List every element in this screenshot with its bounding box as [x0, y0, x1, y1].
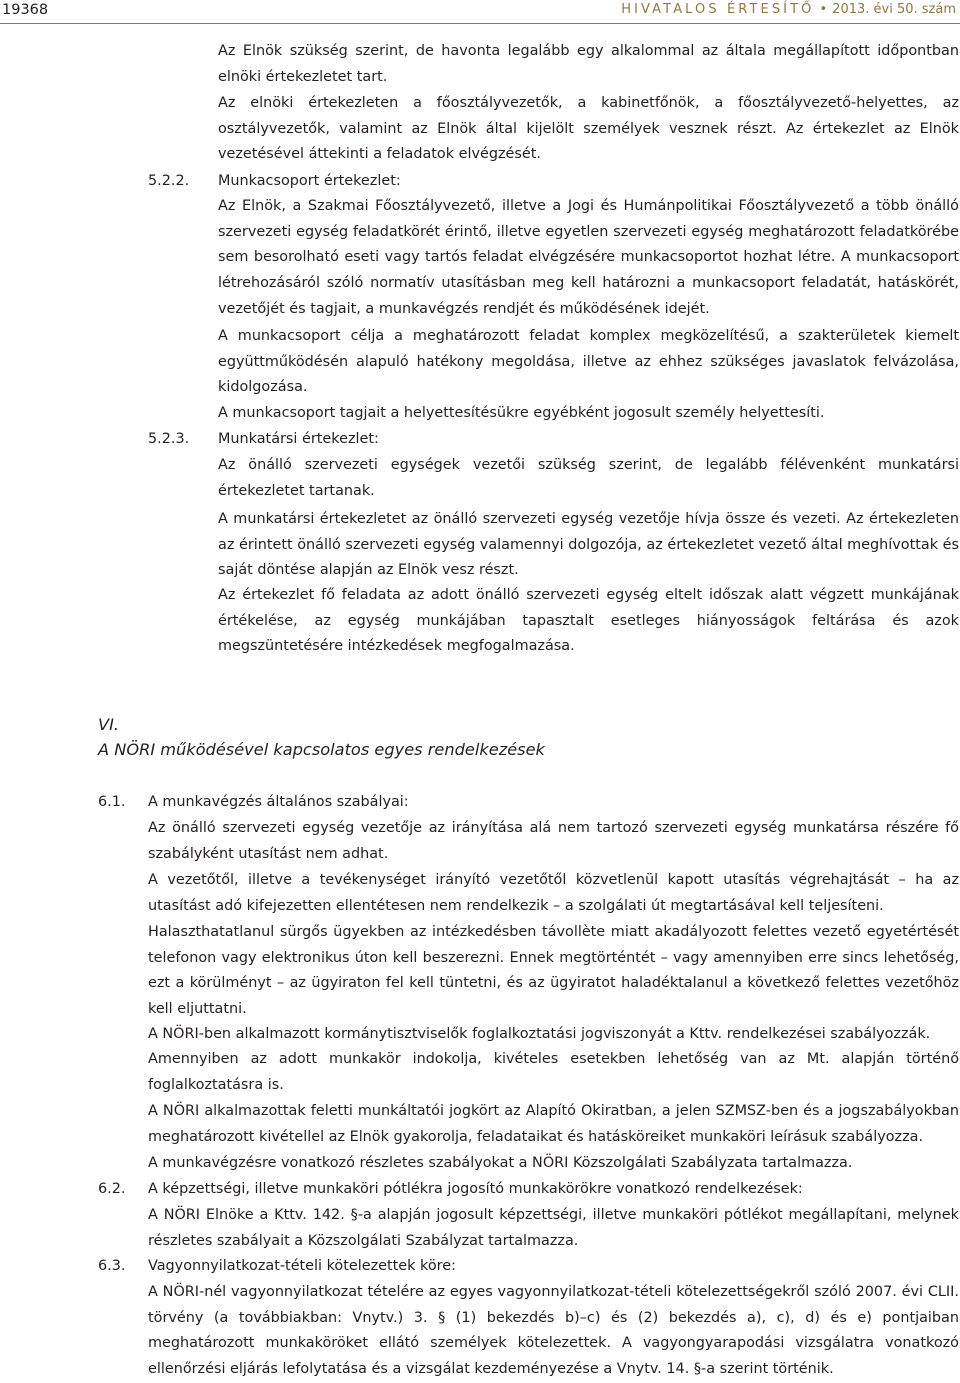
clause-heading: A képzettségi, illetve munkaköri pótlékra jogosító munkakörökre vonatkozó rendelkezések: — [148, 1181, 803, 1197]
paragraph: A NÖRI Elnöke a Kttv. 142. §-a alapján jogosult képzettségi, illetve munkaköri pótlékot megállapítani, melynek részletes szabályait a Közszolgálati Szabályzat tartalmazza. — [148, 1207, 959, 1249]
paragraph: A munkavégzésre vonatkozó részletes szabályokat a NÖRI Közszolgálati Szabályzata tartalmazza. — [148, 1155, 853, 1171]
paragraph: Az elnöki értekezleten a főosztályvezetők, a kabinetfőnök, a főosztályvezető-helyettes, az osztályvezetők, valamint az Elnök által kijelölt személyek vesznek részt. Az értekezlet az Elnök vezetésével áttekinti a feladatok elvégzését. — [218, 95, 959, 163]
header-rule — [0, 23, 960, 24]
clause-number: 6.3. — [98, 1258, 126, 1274]
paragraph: A munkacsoport tagjait a helyettesítésükre egyébként jogosult személy helyettesíti. — [218, 405, 825, 421]
paragraph: Az önálló szervezeti egységek vezetői szükség szerint, de legalább félévenként munkatársi értekezletet tartanak. — [218, 457, 959, 499]
clause-heading: A munkavégzés általános szabályai: — [148, 794, 409, 810]
section-title: A NÖRI működésével kapcsolatos egyes rendelkezések — [98, 740, 545, 759]
section-number: VI. — [98, 715, 119, 734]
journal-name: HIVATALOS ÉRTESÍTŐ — [621, 2, 815, 17]
paragraph: Az Elnök szükség szerint, de havonta legalább egy alkalommal az általa megállapított időpontban elnöki értekezletet tart. — [218, 43, 959, 85]
paragraph: A NÖRI-nél vagyonnyilatkozat tételére az egyes vagyonnyilatkozat-tételi kötelezettségekről szóló 2007. évi CLII. törvény (a továbbiakban: Vnytv.) 3. § (1) bekezdés b)–c) és (2) bekezdés a), c), d) és e) pontjaiban meghatározott munkaköröket ellátó személyek kötelezettek. A vagyongyarapodási vizsgálatra vonatkozó ellenőrzési eljárás lefolytatása és a vizsgálat kezdeményezése a Vnytv. 14. §-a szerint történik. — [148, 1284, 959, 1378]
clause-number: 5.2.3. — [148, 431, 190, 447]
paragraph: A munkatársi értekezletet az önálló szervezeti egység vezetője hívja össze és vezeti. Az értekezleten az érintett önálló szervezeti egység valamennyi dolgozója, az értekezletet vezető által meghívottak és saját döntése alapján az Elnök vesz részt. — [218, 511, 959, 579]
paragraph: Az Elnök, a Szakmai Főosztályvezető, illetve a Jogi és Humánpolitikai Főosztályvezető a több önálló szervezeti egység feladatkörét érintő, illetve egyetlen szervezeti egység meghatározott feladatkörébe sem besorolható eseti vagy tartós feladat elvégzésére munkacsoportot hozhat létre. A munkacsoport létrehozásáról szóló normatív utasításban meg kell határozni a munkacsoport feladatát, hatáskörét, vezetőjét és tagjait, a munkavégzés rendjét és működésének idejét. — [218, 198, 959, 317]
paragraph: Az értekezlet fő feladata az adott önálló szervezeti egység eltelt időszak alatt végzett munkájának értékelése, az egység munkájában tapasztalt esetleges hiányosságok feltárása és azok megszüntetésére intézkedések megfogalmazása. — [218, 587, 959, 655]
issue-label: 2013. évi 50. szám — [832, 2, 956, 17]
clause-number: 5.2.2. — [148, 173, 190, 189]
paragraph: A munkacsoport célja a meghatározott feladat komplex megközelítésű, a szakterületek kiemelt együttműködésén alapuló hatékony megoldása, illetve az ehhez szükséges javaslatok felvázolása, kidolgozása. — [218, 328, 959, 396]
paragraph: Amennyiben az adott munkakör indokolja, kivételes esetekben lehetőség van az Mt. alapján történő foglalkoztatásra is. — [148, 1051, 959, 1093]
page-header — [0, 0, 960, 24]
clause-heading: Munkatársi értekezlet: — [218, 431, 379, 447]
paragraph: A vezetőtől, illetve a tevékenységet irányító vezetőtől közvetlenül kapott utasítás végrehajtását – ha az utasítást adó kifejezetten ellentétesen nem rendelkezik – a szolgálati út megtartásával kell teljesíteni. — [148, 872, 959, 914]
journal-masthead — [621, 0, 956, 20]
paragraph: Az önálló szervezeti egység vezetője az irányítása alá nem tartozó szervezeti egység munkatársa részére fő szabályként utasítást nem adhat. — [148, 820, 959, 862]
paragraph: A NÖRI-ben alkalmazott kormánytisztviselők foglalkoztatási jogviszonyát a Kttv. rendelkezései szabályozzák. — [148, 1026, 931, 1042]
clause-number: 6.2. — [98, 1181, 126, 1197]
page-number: 19368 — [2, 2, 49, 18]
clause-number: 6.1. — [98, 794, 126, 810]
separator-bullet: • — [819, 2, 828, 17]
paragraph: A NÖRI alkalmazottak feletti munkáltatói jogkört az Alapító Okiratban, a jelen SZMSZ-ben és a jogszabályokban meghatározott kivétellel az Elnök gyakorolja, feladataikat és hatásköreiket munkaköri leírásuk szabályozza. — [148, 1103, 959, 1145]
clause-heading: Munkacsoport értekezlet: — [218, 173, 401, 189]
clause-heading: Vagyonnyilatkozat-tételi kötelezettek köre: — [148, 1258, 456, 1274]
paragraph: Halaszthatatlanul sürgős ügyekben az intézkedésben távollète miatt akadályozott felettes vezető egyetértését telefonon vagy elektronikus úton kell beszerezni. Ennek megtörténtét – vagy amennyiben erre sincs lehetőség, ezt a körülményt – az ügyiraton fel kell tüntetni, és az ügyiratot haladéktalanul a következő felettes vezetőhöz kell eljuttatni. — [148, 924, 959, 1018]
